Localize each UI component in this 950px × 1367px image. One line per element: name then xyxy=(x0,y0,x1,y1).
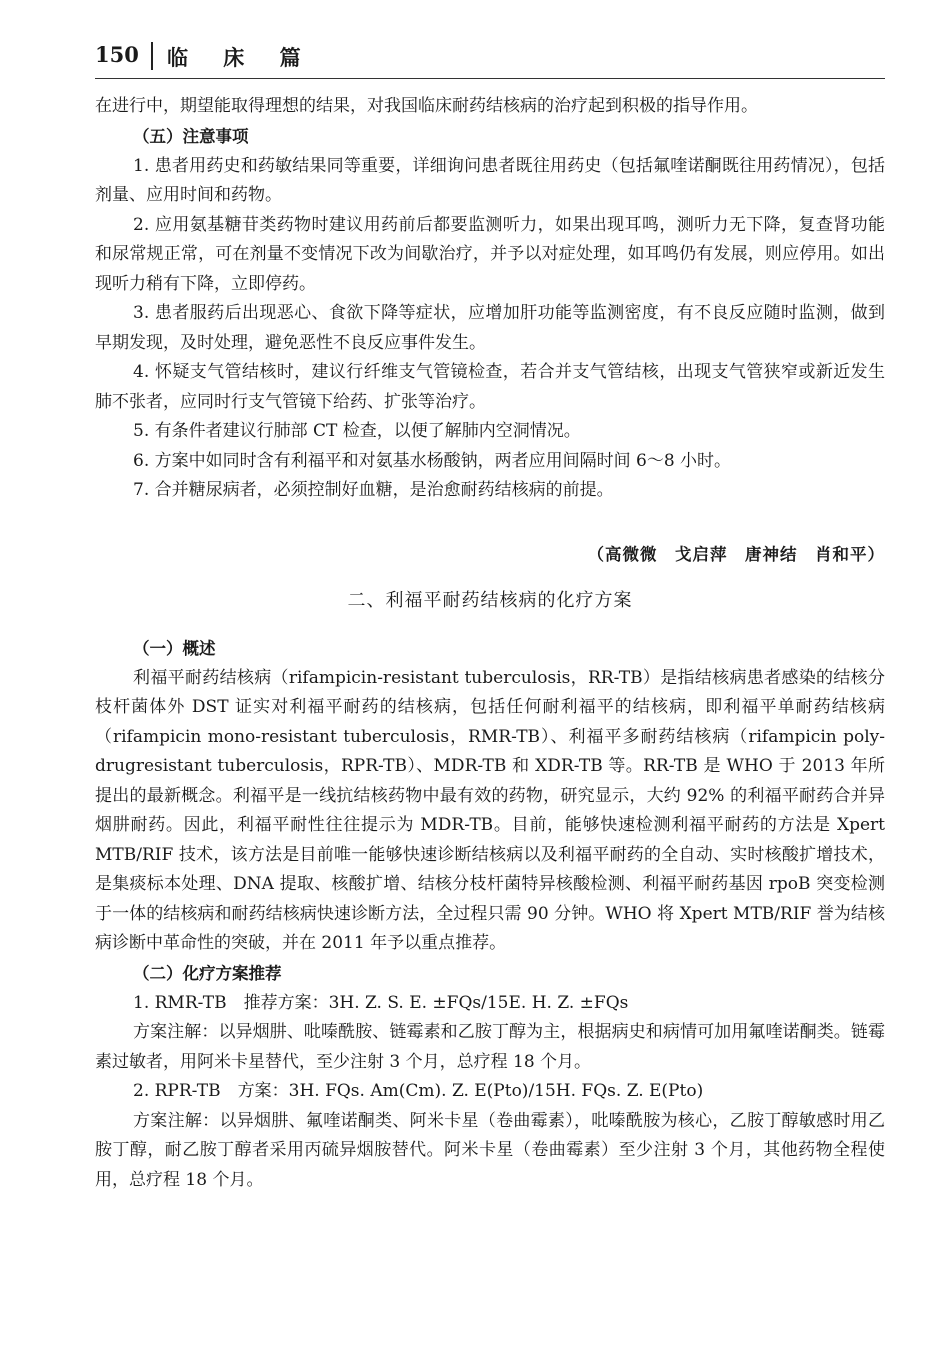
paragraph: 在进行中，期望能取得理想的结果，对我国临床耐药结核病的治疗起到积极的指导作用。 xyxy=(95,96,758,116)
paragraph: 7. 合并糖尿病者，必须控制好血糖，是治愈耐药结核病的前提。 xyxy=(133,480,614,500)
header-rule xyxy=(95,78,885,79)
subsection-heading: （二）化疗方案推荐 xyxy=(133,963,282,983)
paragraph: 6. 方案中如同时含有利福平和对氨基水杨酸钠，两者应用间隔时间 6～8 小时。 xyxy=(133,450,732,471)
author-credits: （高微微 戈启萍 唐神结 肖和平） xyxy=(587,544,885,564)
page-body xyxy=(95,92,885,1195)
subsection-heading: （一）概述 xyxy=(133,638,216,658)
paragraph: 3. 患者服药后出现恶心、食欲下降等症状，应增加肝功能等监测密度，有不良反应随时监测，做到早期发现，及时处理，避免恶性不良反应事件发生。 xyxy=(95,303,885,353)
paragraph: 4. 怀疑支气管结核时，建议行纤维支气管镜检查，若合并支气管结核，出现支气管狭窄或新近发生肺不张者，应同时行支气管镜下给药、扩张等治疗。 xyxy=(95,362,885,412)
page-number: 150 xyxy=(95,42,139,67)
paragraph: 1. RMR-TB 推荐方案：3H. Z. S. E. ±FQs/15E. H. Z. ±FQs xyxy=(133,992,629,1013)
paragraph: 1. 患者用药史和药敏结果同等重要，详细询问患者既往用药史（包括氟喹诺酮既往用药情况），包括剂量、应用时间和药物。 xyxy=(95,155,885,205)
section-title: 临 床 篇 xyxy=(167,46,315,70)
header-separator xyxy=(151,42,153,70)
paragraph: 2. RPR-TB 方案：3H. FQs. Am(Cm). Z. E(Pto)/15H. FQs. Z. E(Pto) xyxy=(133,1081,704,1101)
section-heading: 二、利福平耐药结核病的化疗方案 xyxy=(347,589,633,611)
paragraph: 方案注解：以异烟肼、吡嗪酰胺、链霉素和乙胺丁醇为主，根据病史和病情可加用氟喹诺酮类。链霉素过敏者，用阿米卡星替代，至少注射 3 个月，总疗程 18 个月。 xyxy=(95,1022,885,1072)
paragraph: 2. 应用氨基糖苷类药物时建议用药前后都要监测听力，如果出现耳鸣，测听力无下降，复查肾功能和尿常规正常，可在剂量不变情况下改为间歇治疗，并予以对症处理，如耳鸣仍有发展，则应停用。如出现听力稍有下降，立即停药。 xyxy=(95,214,885,294)
running-header xyxy=(95,40,885,76)
paragraph: 方案注解：以异烟肼、氟喹诺酮类、阿米卡星（卷曲霉素），吡嗪酰胺为核心，乙胺丁醇敏感时用乙胺丁醇，耐乙胺丁醇者采用丙硫异烟胺替代。阿米卡星（卷曲霉素）至少注射 3 个月，其他药物全程使用，总疗程 18 个月。 xyxy=(95,1110,885,1190)
paragraph: 5. 有条件者建议行肺部 CT 检查，以便了解肺内空洞情况。 xyxy=(133,421,581,441)
paragraph: 利福平耐药结核病（rifampicin-resistant tuberculosis，RR-TB）是指结核病患者感染的结核分枝杆菌体外 DST 证实对利福平耐药的结核病，包括任何耐利福平的结核病，即利福平单耐药结核病（rifampicin mono-resistant tuberculosis，RMR-TB）、利福平多耐药结核病（rifampicin poly-drugresistant tuberculosis，RPR-TB）、MDR-TB 和 XDR-TB 等。RR-TB 是 WHO 于 2013 年所提出的最新概念。利福平是一线抗结核药物中最有效的药物，研究显示，大约 92% 的利福平耐药合并异烟肼耐药。因此，利福平耐性往往提示为 MDR-TB。目前，能够快速检测利福平耐药的方法是 Xpert MTB/RIF 技术，该方法是目前唯一能够快速诊断结核病以及利福平耐药的全自动、实时核酸扩增技术，是集痰标本处理、DNA 提取、核酸扩增、结核分枝杆菌特异核酸检测、利福平耐药基因 rpoB 突变检测于一体的结核病和耐药结核病快速诊断方法，全过程只需 90 分钟。WHO 将 Xpert MTB/RIF 誉为结核病诊断中革命性的突破，并在 2011 年予以重点推荐。 xyxy=(95,667,885,953)
subsection-heading: （五）注意事项 xyxy=(133,126,249,146)
